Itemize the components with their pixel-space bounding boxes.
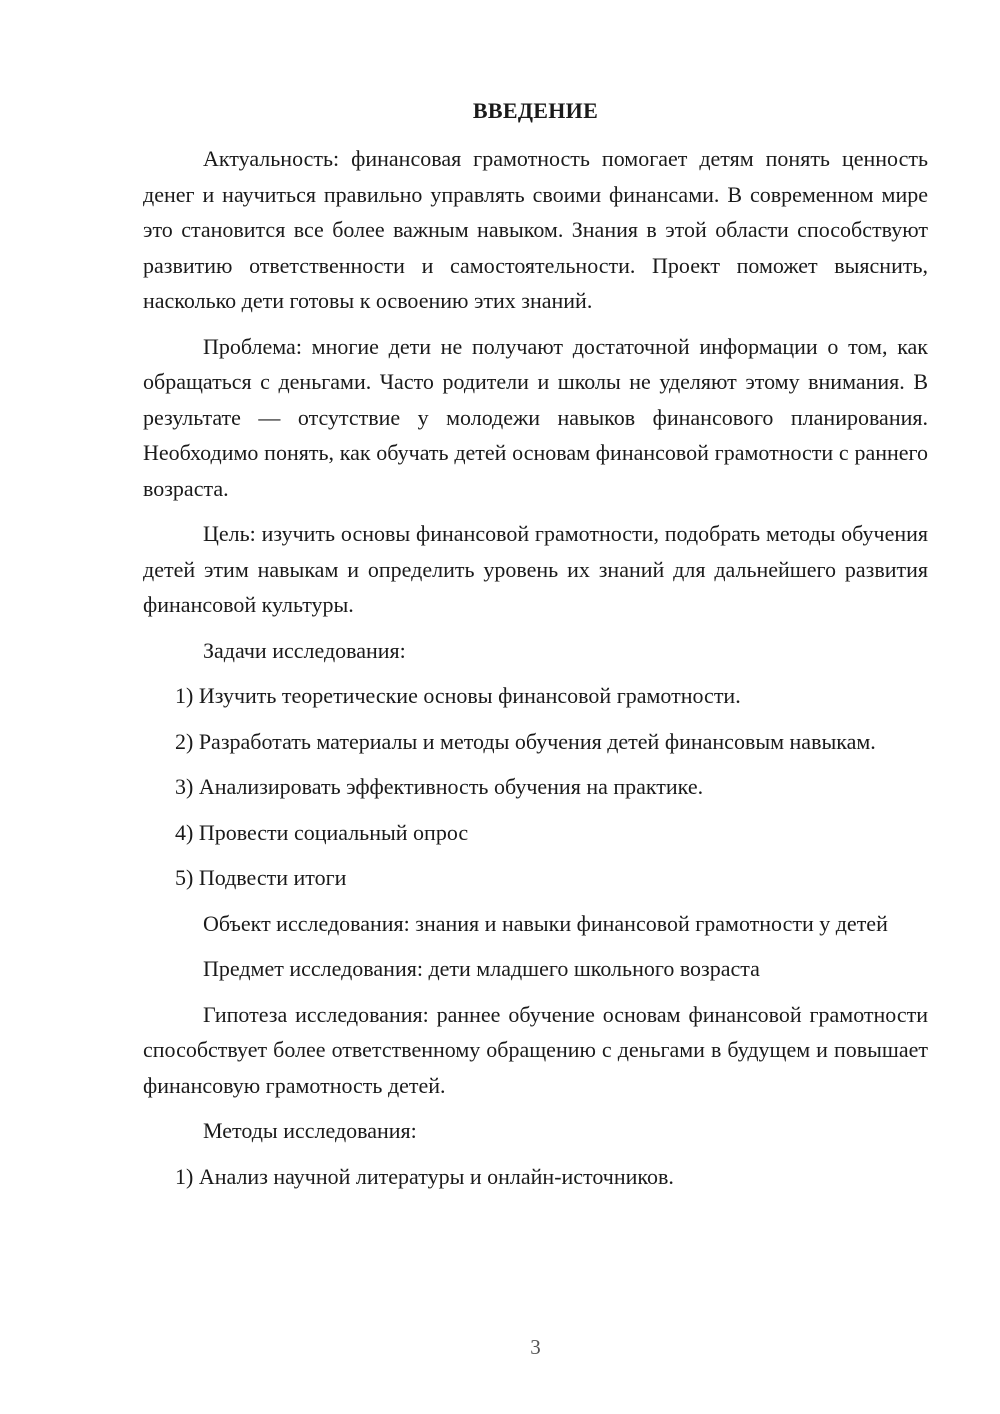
document-page <box>143 0 928 1414</box>
tasks-heading: Задачи исследования: <box>203 637 406 663</box>
method-item-1: 1) Анализ научной литературы и онлайн-источников. <box>175 1163 674 1189</box>
hypothesis-paragraph: Гипотеза исследования: раннее обучение основам финансовой грамотности способствует более ответственному обращению с деньгами в будущем и повышает финансовую грамотность детей. <box>143 1001 928 1098</box>
task-item-5: 5) Подвести итоги <box>175 865 347 890</box>
subject-paragraph: Предмет исследования: дети младшего школьного возраста <box>203 956 760 981</box>
page-number: 3 <box>530 1335 541 1359</box>
methods-heading: Методы исследования: <box>203 1118 417 1143</box>
task-item-4: 4) Провести социальный опрос <box>175 819 469 845</box>
task-item-1: 1) Изучить теоретические основы финансовой грамотности. <box>175 683 741 708</box>
object-paragraph: Объект исследования: знания и навыки финансовой грамотности у детей <box>203 910 888 936</box>
task-item-3: 3) Анализировать эффективность обучения на практике. <box>175 774 704 799</box>
goal-paragraph: Цель: изучить основы финансовой грамотности, подобрать методы обучения детей этим навыкам и определить уровень их знаний для дальнейшего развития финансовой культуры. <box>143 521 928 617</box>
section-title: ВВЕДЕНИЕ <box>472 98 599 123</box>
relevance-paragraph: Актуальность: финансовая грамотность помогает детям понять ценность денег и научиться правильно управлять своими финансами. В современном мире это становится все более важным навыком. Знания в этой области способствуют развитию ответственности и самостоятельности. Проект поможет выяснить, насколько дети готовы к освоению этих знаний. <box>143 146 928 313</box>
body-text <box>143 141 928 1204</box>
task-item-2: 2) Разработать материалы и методы обучения детей финансовым навыкам. <box>175 728 876 754</box>
problem-paragraph: Проблема: многие дети не получают достаточной информации о том, как обращаться с деньгами. Часто родители и школы не уделяют этому внимания. В результате — отсутствие у молодежи навыков финансового планирования. Необходимо понять, как обучать детей основам финансовой грамотности с раннего возраста. <box>143 333 928 501</box>
